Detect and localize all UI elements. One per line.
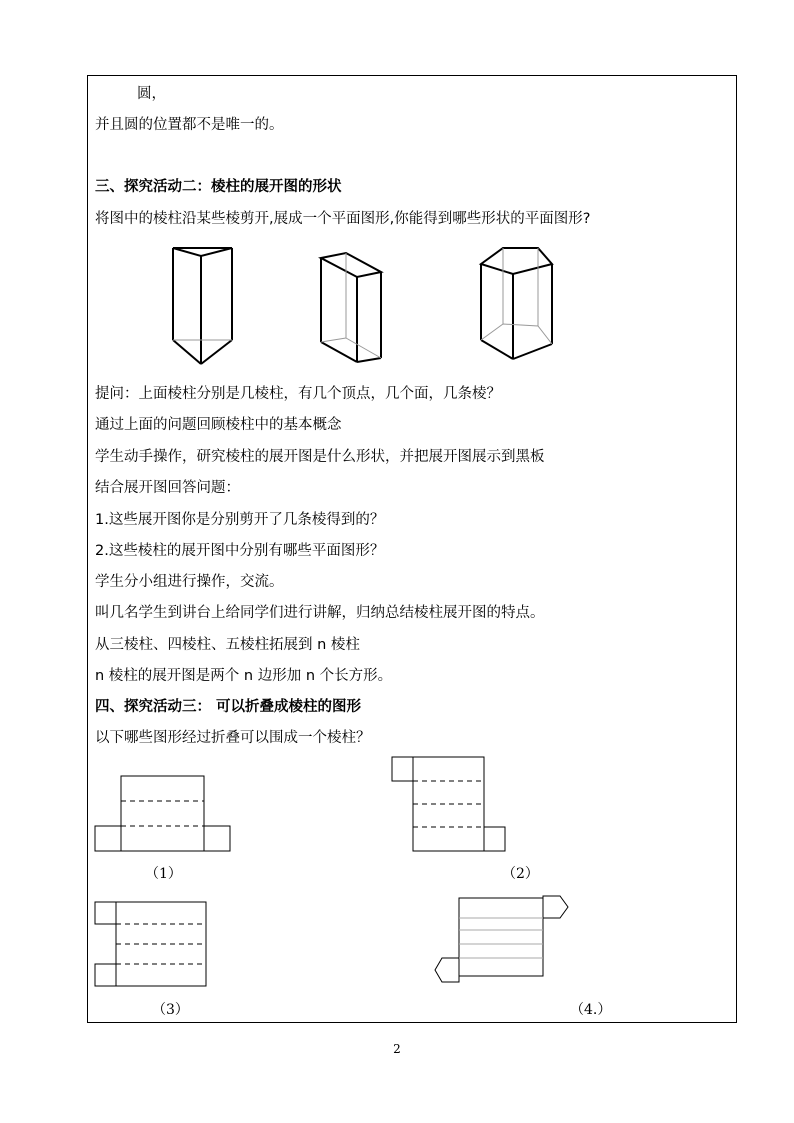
net-figure-1 xyxy=(94,775,234,855)
text-line-hands-on: 学生动手操作，研究棱柱的展开图是什么形状，并把展开图展示到黑板 xyxy=(95,449,545,465)
caption-figure-1: （1） xyxy=(145,866,182,882)
text-line-conclusion: n 棱柱的展开图是两个 n 边形加 n 个长方形。 xyxy=(95,668,393,684)
text-line-extension: 从三棱柱、四棱柱、五棱柱拓展到 n 棱柱 xyxy=(95,637,360,653)
page-number: 2 xyxy=(393,1042,401,1056)
text-line-instruction: 将图中的棱柱沿某些棱剪开,展成一个平面图形,你能得到哪些形状的平面图形? xyxy=(95,211,591,227)
text-line-question-1: 1.这些展开图你是分别剪开了几条棱得到的？ xyxy=(95,512,385,528)
section-heading-activity-2: 三、探究活动二：棱柱的展开图的形状 xyxy=(95,179,342,195)
quadrangular-prism-figure xyxy=(315,250,390,370)
triangular-prism-figure xyxy=(160,240,250,370)
text-line-circle: 圆， xyxy=(137,86,166,102)
caption-figure-3: （3） xyxy=(152,1002,189,1018)
text-line-group-work: 学生分小组进行操作，交流。 xyxy=(95,574,284,590)
pentagonal-prism-figure xyxy=(475,240,560,365)
net-figure-2 xyxy=(391,756,509,856)
caption-figure-4: （4.） xyxy=(570,1002,612,1018)
text-line-question-2: 2.这些棱柱的展开图中分别有哪些平面图形？ xyxy=(95,543,385,559)
caption-figure-2: （2） xyxy=(502,866,539,882)
text-line-summary: 叫几名学生到讲台上给同学们进行讲解，归纳总结棱柱展开图的特点。 xyxy=(95,605,545,621)
text-line-answer-prompt: 结合展开图回答问题： xyxy=(95,480,240,496)
net-figure-3 xyxy=(94,901,209,989)
text-line-folding-question: 以下哪些图形经过折叠可以围成一个棱柱？ xyxy=(95,730,371,746)
text-line-circle-position: 并且圆的位置都不是唯一的。 xyxy=(95,117,284,133)
net-figure-4 xyxy=(434,893,570,988)
section-heading-activity-3: 四、探究活动三： 可以折叠成棱柱的图形 xyxy=(95,699,362,715)
text-line-question: 提问：上面棱柱分别是几棱柱，有几个顶点，几个面，几条棱？ xyxy=(95,386,501,402)
text-line-review: 通过上面的问题回顾棱柱中的基本概念 xyxy=(95,417,342,433)
